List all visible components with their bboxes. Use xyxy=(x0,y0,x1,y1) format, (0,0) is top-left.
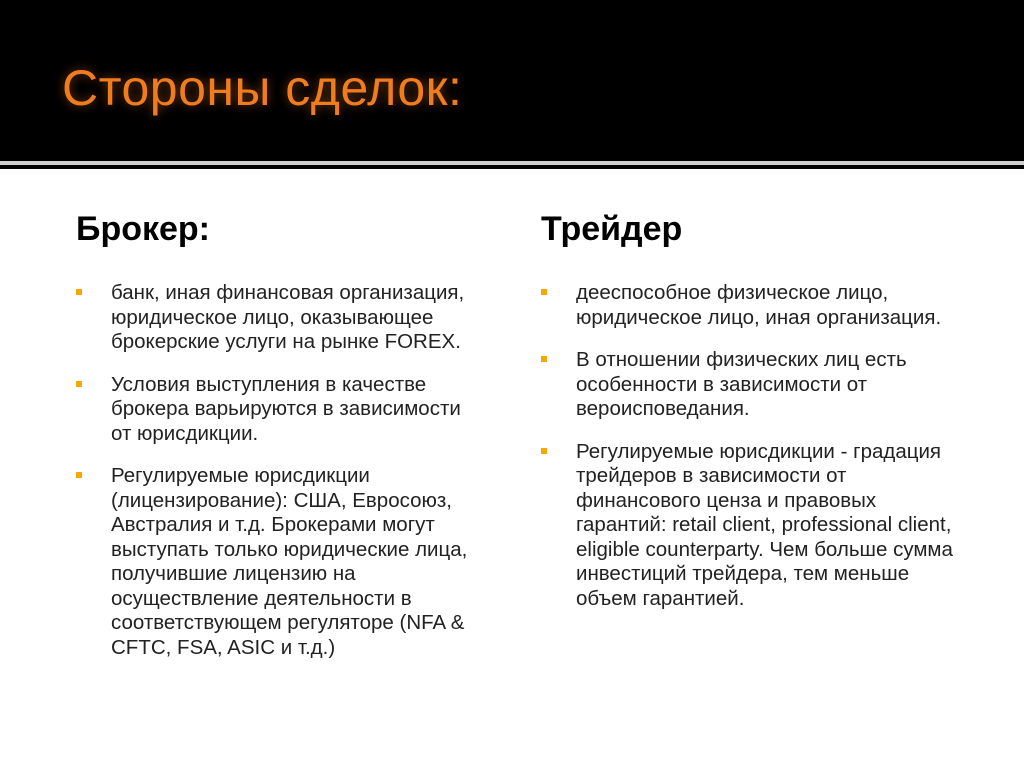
list-item xyxy=(76,281,486,355)
bullet-square-icon xyxy=(76,472,82,478)
broker-heading: Брокер: xyxy=(76,210,210,248)
bullet-text: В отношении физических лиц есть особенности в зависимости от вероисповедания. xyxy=(576,348,907,420)
broker-column xyxy=(76,209,486,678)
list-item xyxy=(541,348,971,422)
list-item xyxy=(76,464,486,660)
title-divider xyxy=(0,161,1024,165)
list-item xyxy=(541,440,971,612)
broker-bullet-list xyxy=(76,281,486,660)
bullet-square-icon xyxy=(76,381,82,387)
bullet-square-icon xyxy=(541,448,547,454)
content-area xyxy=(0,169,1024,768)
list-item xyxy=(541,281,971,330)
trader-heading: Трейдер xyxy=(541,210,683,248)
bullet-square-icon xyxy=(541,356,547,362)
list-item xyxy=(76,373,486,447)
bullet-text: Регулируемые юрисдикции (лицензирование): США, Евросоюз, Австралия и т.д. Брокерами могут выступать только юридические лица, получившие лицензию на осуществление деятельности в соответствующем регуляторе (NFA & CFTC, FSA, ASIC и т.д.) xyxy=(111,464,468,659)
title-bar xyxy=(0,0,1024,160)
bullet-text: дееспособное физическое лицо, юридическое лицо, иная организация. xyxy=(576,281,942,329)
bullet-square-icon xyxy=(76,289,82,295)
trader-bullet-list xyxy=(541,281,971,611)
trader-column xyxy=(541,209,971,629)
bullet-square-icon xyxy=(541,289,547,295)
slide-title: Стороны сделок: xyxy=(62,60,463,116)
bullet-text: Условия выступления в качестве брокера варьируются в зависимости от юрисдикции. xyxy=(111,372,461,445)
bullet-text: Регулируемые юрисдикции - градация трейдеров в зависимости от финансового ценза и правовых гарантий: retail client, professional client, eligible counterparty. Чем больше сумма инвестиций трейдера, тем меньше объем гарантией. xyxy=(576,439,953,610)
bullet-text: банк, иная финансовая организация, юридическое лицо, оказывающее брокерские услуги на рынке FOREX. xyxy=(111,281,465,353)
